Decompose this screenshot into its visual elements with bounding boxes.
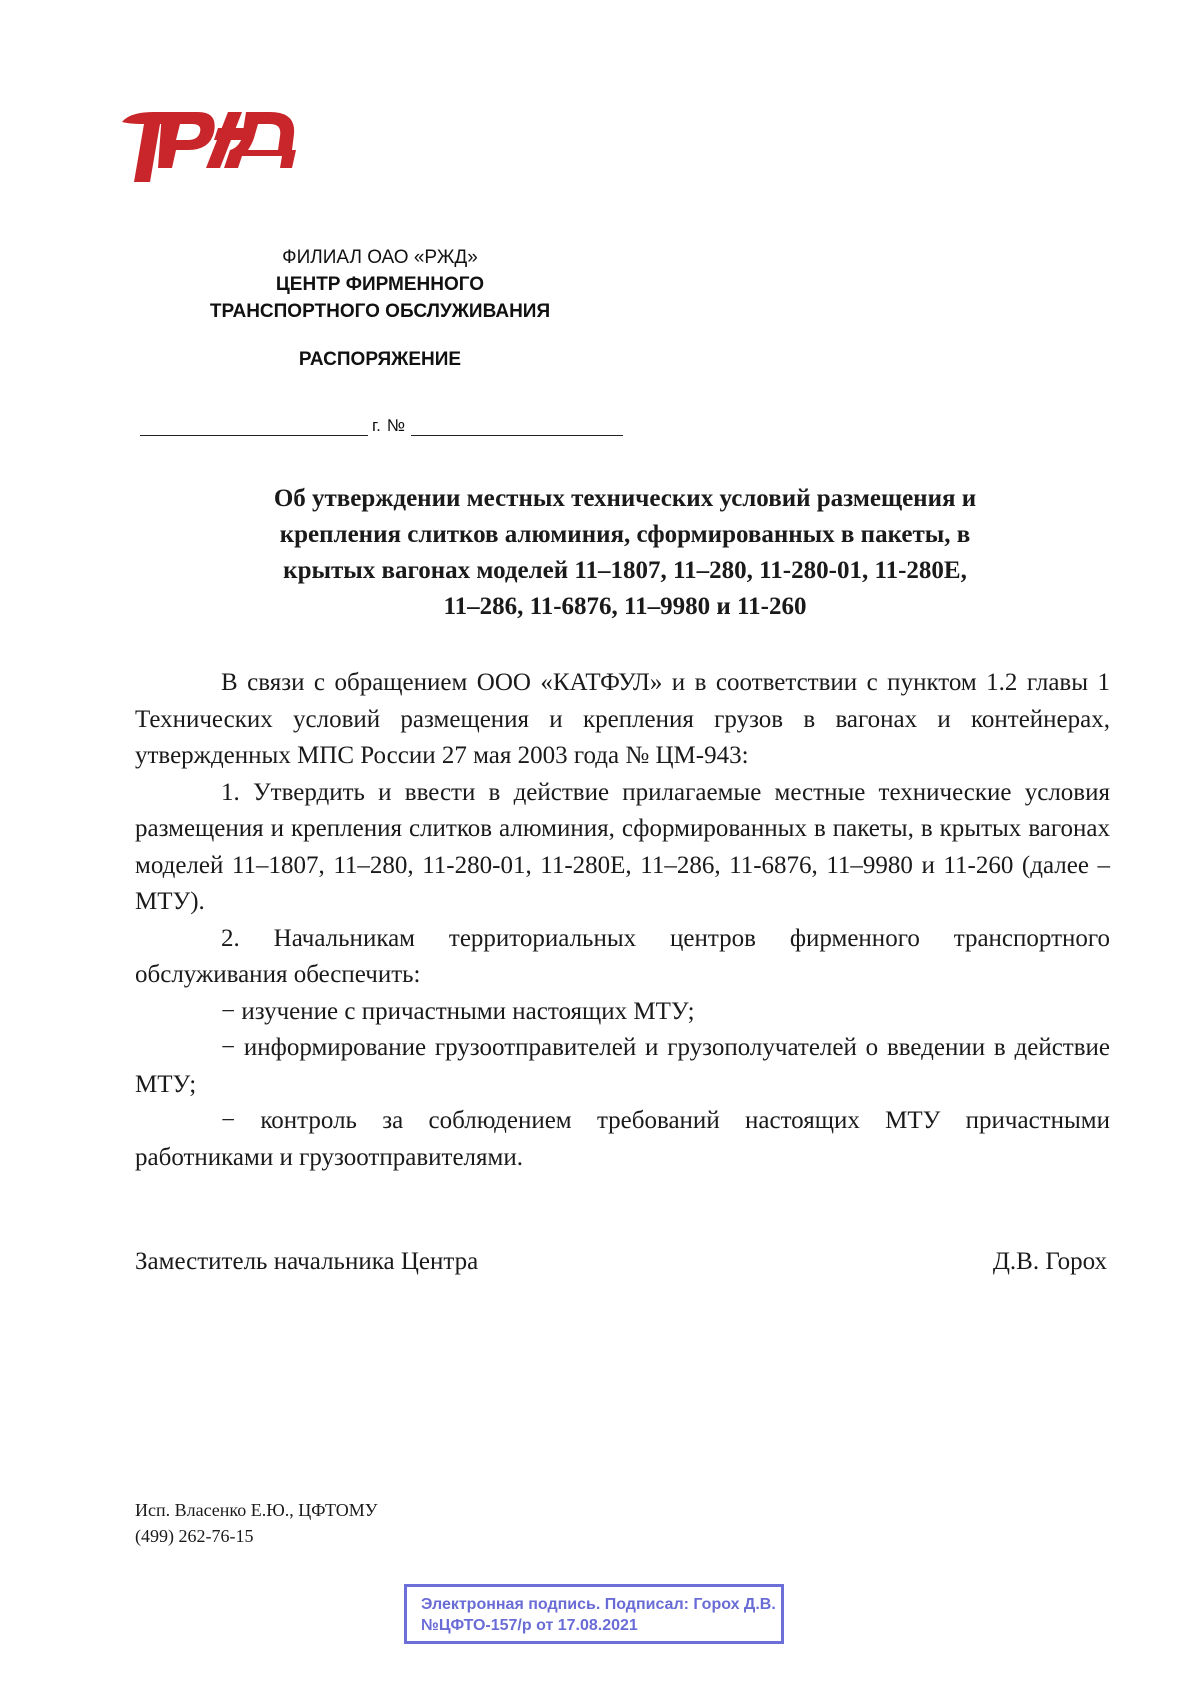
body-paragraph-item-1: 1. Утвердить и ввести в действие прилагаемые местные технические условия размещения и крепления слитков алюминия, сформированных в пакеты, в крытых вагонах моделей 11–1807, 11–280, 11-280-01, 11-280Е, 11–286, 11-6876, 11–9980 и 11-260 (далее – МТУ). bbox=[135, 778, 1110, 915]
title-line-1: Об утверждении местных технических условий размещения и bbox=[273, 485, 977, 512]
executor-name: Исп. Власенко Е.Ю., ЦФТОМУ bbox=[135, 1500, 378, 1520]
stamp-line-2: №ЦФТО-157/р от 17.08.2021 bbox=[421, 1617, 638, 1634]
signatory-position: Заместитель начальника Центра bbox=[135, 1248, 479, 1275]
signature-block bbox=[135, 1248, 1107, 1276]
title-line-2: крепления слитков алюминия, сформированных в пакеты, в bbox=[279, 521, 971, 548]
year-suffix: г. bbox=[372, 416, 381, 435]
body-bullet-3: − контроль за соблюдением требований настоящих МТУ причастными работниками и грузоотправителями. bbox=[135, 1107, 1110, 1171]
electronic-signature-stamp bbox=[404, 1584, 784, 1644]
date-number-line bbox=[140, 416, 623, 436]
executor-info bbox=[135, 1497, 378, 1549]
title-line-4: 11–286, 11-6876, 11–9980 и 11-260 bbox=[443, 593, 807, 620]
header-line-3: ТРАНСПОРТНОГО ОБСЛУЖИВАНИЯ bbox=[209, 301, 551, 322]
document-body bbox=[135, 665, 1110, 1176]
document-type: РАСПОРЯЖЕНИЕ bbox=[298, 349, 462, 370]
document-title bbox=[135, 481, 1115, 625]
rzd-logo bbox=[120, 98, 298, 184]
body-paragraph-intro: В связи с обращением ООО «КАТФУЛ» и в соответствии с пунктом 1.2 главы 1 Технических условий размещения и крепления грузов в вагонах и контейнерах, утвержденных МПС России 27 мая 2003 года № ЦМ-943: bbox=[135, 669, 1110, 769]
number-sign: № bbox=[386, 416, 406, 435]
body-bullet-1: − изучение с причастными настоящих МТУ; bbox=[221, 997, 695, 1025]
date-blank bbox=[140, 417, 368, 436]
organization-header bbox=[150, 244, 610, 325]
body-bullet-2: − информирование грузоотправителей и грузополучателей о введении в действие МТУ; bbox=[135, 1034, 1110, 1098]
stamp-line-1: Электронная подпись. Подписал: Горох Д.В. bbox=[421, 1596, 776, 1613]
rzd-logo-mark bbox=[120, 98, 298, 184]
executor-phone: (499) 262-76-15 bbox=[135, 1526, 254, 1546]
header-line-2: ЦЕНТР ФИРМЕННОГО bbox=[275, 274, 485, 295]
title-line-3: крытых вагонах моделей 11–1807, 11–280, 11-280-01, 11-280Е, bbox=[283, 557, 967, 584]
signatory-name: Д.В. Горох bbox=[992, 1248, 1107, 1275]
body-paragraph-item-2: 2. Начальникам территориальных центров фирменного транспортного обслуживания обеспечить: bbox=[135, 924, 1110, 988]
number-blank bbox=[411, 417, 623, 436]
header-line-1: ФИЛИАЛ ОАО «РЖД» bbox=[282, 247, 478, 268]
